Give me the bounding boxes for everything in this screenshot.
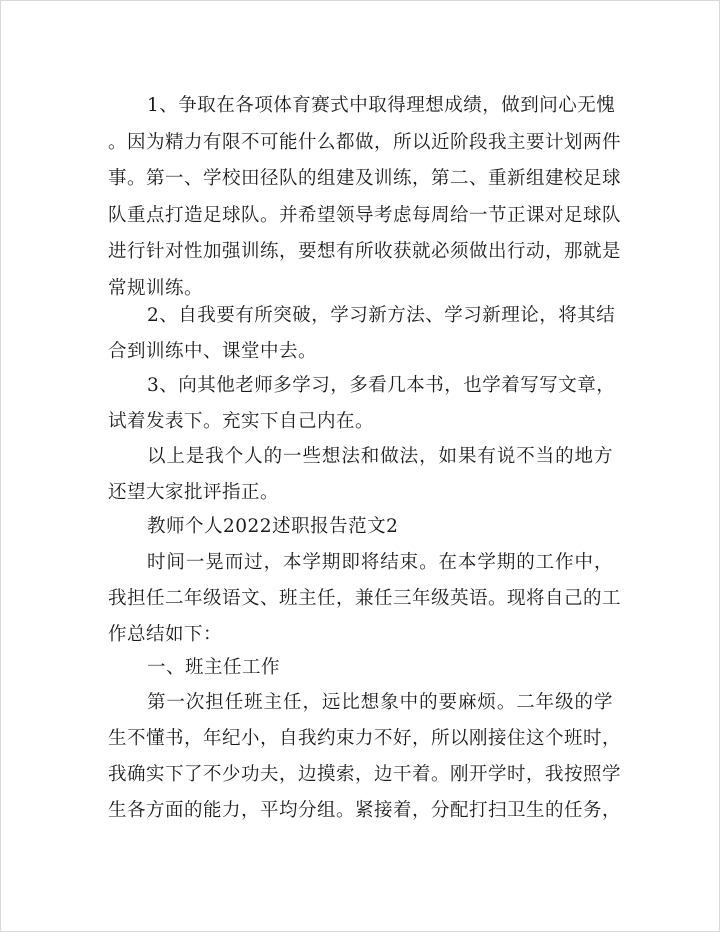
paragraph-line: 时间一晃而过，本学期即将结束。在本学期的工作中， xyxy=(147,552,613,573)
section-heading: 教师个人2022述职报告范文2 xyxy=(147,516,399,537)
paragraph-line: 1、争取在各项体育赛式中取得理想成绩，做到问心无愧 xyxy=(147,95,616,116)
paragraph-line: 事。第一、学校田径队的组建及训练，第二、重新组建校足球 xyxy=(108,168,622,189)
paragraph-line: 试着发表下。充实下自己内在。 xyxy=(108,411,375,432)
paragraph-line: 常规训练。 xyxy=(108,278,204,299)
paragraph-line: 生不懂书，年纪小，自我约束力不好，所以刚接住这个班时， xyxy=(108,728,622,749)
paragraph-line: 作总结如下： xyxy=(108,624,223,645)
paragraph-line: 。因为精力有限不可能什么都做，所以近阶段我主要计划两件 xyxy=(108,132,622,153)
paragraph-line: 2、自我要有所突破，学习新方法、学习新理论，将其结 xyxy=(147,305,616,326)
paragraph-line: 还望大家批评指正。 xyxy=(108,482,280,503)
paragraph-line: 我担任二年级语文、班主任，兼任三年级英语。现将自己的工 xyxy=(108,588,622,609)
paragraph-line: 队重点打造足球队。并希望领导考虑每周给一节正课对足球队 xyxy=(108,205,622,226)
paragraph-line: 3、向其他老师多学习，多看几本书，也学着写写文章， xyxy=(147,375,616,396)
paragraph-line: 第一次担任班主任，远比想象中的要麻烦。二年级的学 xyxy=(147,692,613,713)
paragraph-line: 生各方面的能力，平均分组。紧接着，分配打扫卫生的任务， xyxy=(108,800,622,821)
paragraph-line: 以上是我个人的一些想法和做法，如果有说不当的地方 xyxy=(147,446,613,467)
paragraph-line: 我确实下了不少功夫，边摸索，边干着。刚开学时，我按照学 xyxy=(108,764,622,785)
paragraph-line: 合到训练中、课堂中去。 xyxy=(108,341,318,362)
paragraph-line: 进行针对性加强训练，要想有所收获就必须做出行动，那就是 xyxy=(108,241,622,262)
subsection-heading: 一、班主任工作 xyxy=(147,657,281,678)
